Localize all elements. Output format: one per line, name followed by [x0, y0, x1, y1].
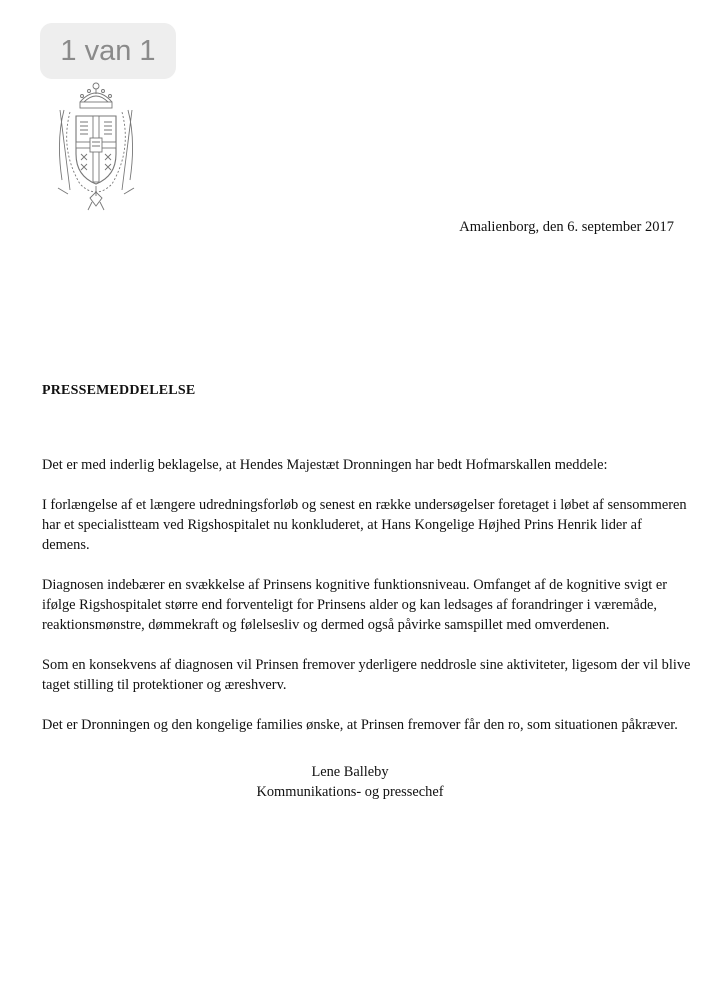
- signature-block: [220, 762, 480, 802]
- page-indicator: 1 van 1: [40, 23, 176, 79]
- letter-body: [42, 455, 692, 755]
- royal-danish-coat-of-arms-icon: [50, 80, 142, 216]
- paragraph-details: Diagnosen indebærer en svækkelse af Prinsens kognitive funktionsniveau. Omfanget af de kognitive svigt er ifølge Rigshospitalet større end forventeligt for Prinsens alder og kan ledsages af forandringer i væremåde, reaktionsmønstre, dømmekraft og følelsesliv og dermed også påvirke samspillet med omverdenen.: [42, 577, 668, 633]
- signatory-title: Kommunikations- og pressechef: [256, 784, 444, 800]
- paragraph-consequence: Som en konsekvens af diagnosen vil Prinsen fremover yderligere neddrosle sine aktiviteter, ligesom der vil blive taget stilling til protektioner og æreshverv.: [42, 657, 691, 693]
- signatory-name: Lene Balleby: [311, 764, 389, 780]
- paragraph-wish: Det er Dronningen og den kongelige families ønske, at Prinsen fremover får den ro, som situationen påkræver.: [42, 717, 678, 733]
- press-release-heading: PRESSEMEDDELELSE: [42, 383, 196, 398]
- paragraph-intro: Det er med inderlig beklagelse, at Hendes Majestæt Dronningen har bedt Hofmarskallen meddele:: [42, 457, 608, 473]
- paragraph-diagnosis: I forlængelse af et længere udredningsforløb og senest en række undersøgelser foretaget i løbet af sensommeren har et specialistteam ved Rigshospitalet nu konkluderet, at Hans Kongelige Højhed Prins Henrik lider af demens.: [42, 497, 687, 553]
- date-line: Amalienborg, den 6. september 2017: [459, 219, 674, 235]
